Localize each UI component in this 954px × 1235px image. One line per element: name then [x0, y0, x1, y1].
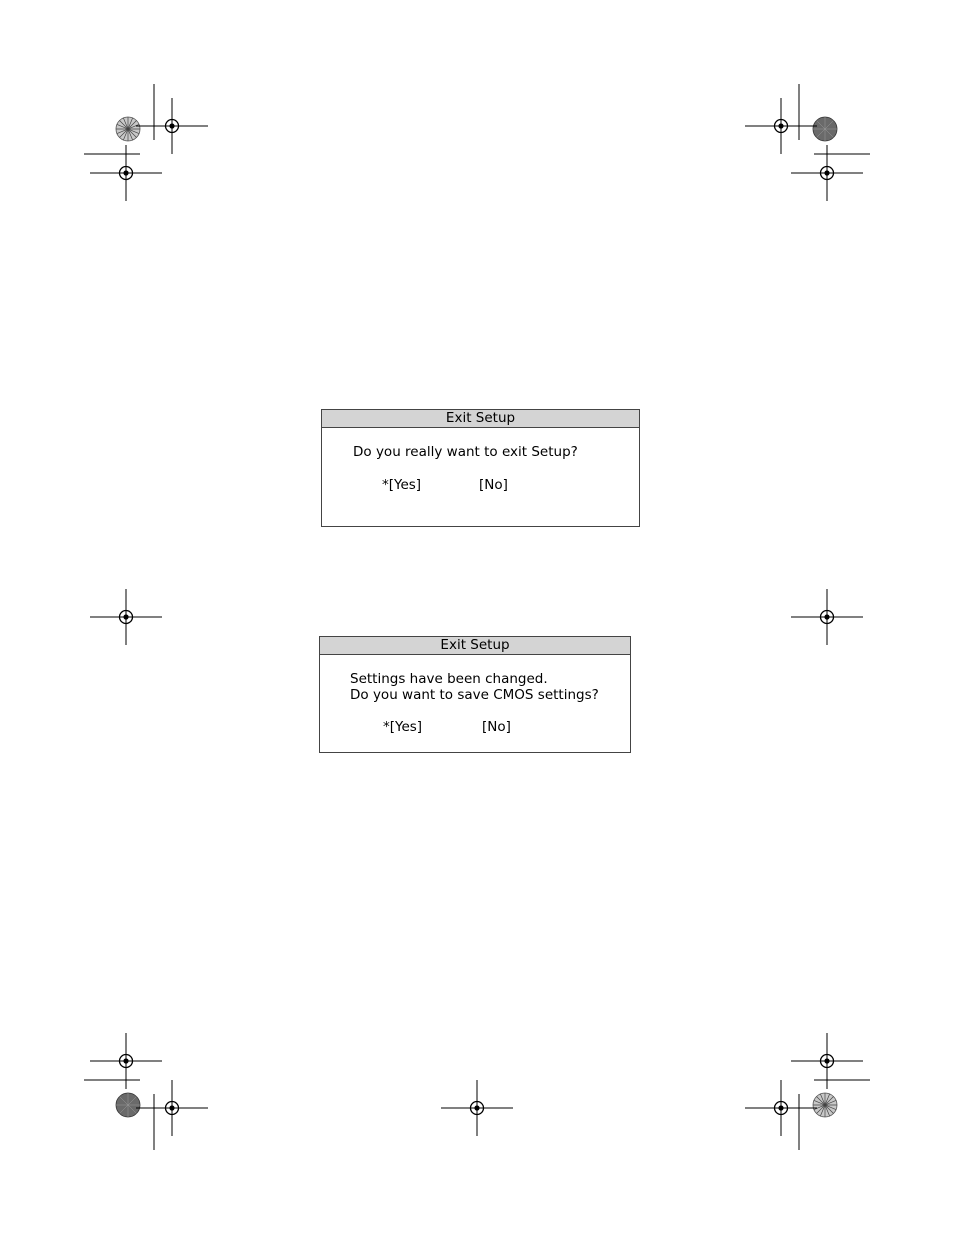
dialog-message-line-1: Settings have been changed. — [350, 671, 548, 687]
yes-button[interactable]: *[Yes] — [383, 719, 423, 735]
exit-setup-dialog — [321, 409, 640, 527]
dialog-message: Do you really want to exit Setup? — [353, 444, 578, 460]
dialog-message-line-2: Do you want to save CMOS settings? — [350, 687, 599, 703]
dialog-title: Exit Setup — [320, 637, 630, 655]
no-button[interactable]: [No] — [482, 719, 511, 735]
dialog-title: Exit Setup — [322, 410, 639, 428]
yes-button[interactable]: *[Yes] — [382, 477, 422, 493]
no-button[interactable]: [No] — [479, 477, 508, 493]
save-cmos-dialog — [319, 636, 631, 753]
